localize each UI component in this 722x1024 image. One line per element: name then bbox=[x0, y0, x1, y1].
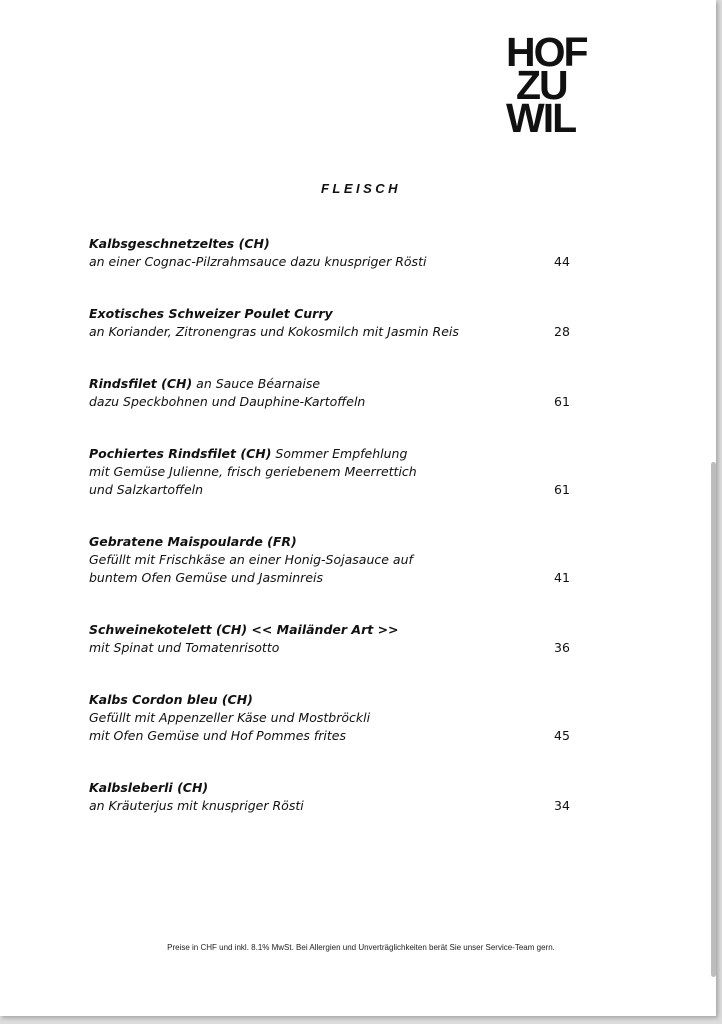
dish-name: Exotisches Schweizer Poulet Curry bbox=[89, 306, 333, 321]
dish-item bbox=[89, 691, 609, 745]
dish-price: 28 bbox=[554, 324, 570, 339]
dish-item bbox=[89, 779, 609, 815]
dish-price: 45 bbox=[554, 728, 570, 743]
price-footnote: Preise in CHF und inkl. 8.1% MwSt. Bei Allergien und Unverträglichkeiten berät Sie unser Service-Team gern. bbox=[167, 943, 555, 952]
dish-name-suffix: Sommer Empfehlung bbox=[271, 446, 408, 461]
dish-item bbox=[89, 235, 609, 271]
dish-name: Pochiertes Rindsfilet (CH) bbox=[89, 446, 272, 461]
logo-line-2: ZU bbox=[516, 62, 567, 108]
dish-description: und Salzkartoffeln bbox=[89, 482, 204, 497]
dish-item bbox=[89, 305, 609, 341]
dish-price: 61 bbox=[554, 394, 570, 409]
dish-price: 61 bbox=[554, 482, 570, 497]
dish-description: mit Gemüse Julienne, frisch geriebenem Meerrettich bbox=[89, 464, 417, 479]
dish-price: 36 bbox=[554, 640, 570, 655]
dish-name: Gebratene Maispoularde (FR) bbox=[89, 534, 297, 549]
dish-description: Gefüllt mit Appenzeller Käse und Mostbröckli bbox=[89, 710, 371, 725]
dish-description: mit Spinat und Tomatenrisotto bbox=[89, 640, 280, 655]
section-title: FLEISCH bbox=[320, 181, 402, 196]
dish-description: an einer Cognac-Pilzrahmsauce dazu knuspriger Rösti bbox=[89, 254, 427, 269]
dish-description: Gefüllt mit Frischkäse an einer Honig-Sojasauce auf bbox=[89, 552, 413, 567]
dish-price: 41 bbox=[554, 570, 570, 585]
dish-description: buntem Ofen Gemüse und Jasminreis bbox=[89, 570, 323, 585]
dish-name: Kalbsgeschnetzeltes (CH) bbox=[89, 236, 270, 251]
dish-name: Rindsfilet (CH) bbox=[89, 376, 193, 391]
logo-line-3: WIL bbox=[506, 95, 576, 141]
dish-name: Kalbs Cordon bleu (CH) bbox=[89, 692, 253, 707]
hof-zu-wil-logo bbox=[506, 29, 587, 141]
dish-description: dazu Speckbohnen und Dauphine-Kartoffeln bbox=[89, 394, 366, 409]
dish-item bbox=[89, 533, 609, 587]
dish-name: Kalbsleberli (CH) bbox=[89, 780, 209, 795]
logo-line-1: HOF bbox=[506, 29, 587, 75]
dish-name-suffix: an Sauce Béarnaise bbox=[192, 376, 321, 391]
dish-price: 34 bbox=[554, 798, 570, 813]
dish-item bbox=[89, 621, 609, 657]
scrollbar[interactable] bbox=[711, 462, 716, 977]
dish-description: mit Ofen Gemüse und Hof Pommes frites bbox=[89, 728, 347, 743]
dish-name: Schweinekotelett (CH) << Mailänder Art >> bbox=[89, 622, 399, 637]
dish-item bbox=[89, 445, 609, 499]
dish-description: an Koriander, Zitronengras und Kokosmilch mit Jasmin Reis bbox=[89, 324, 459, 339]
dish-item bbox=[89, 375, 609, 411]
dish-price: 44 bbox=[554, 254, 570, 269]
dish-description: an Kräuterjus mit knuspriger Rösti bbox=[89, 798, 304, 813]
